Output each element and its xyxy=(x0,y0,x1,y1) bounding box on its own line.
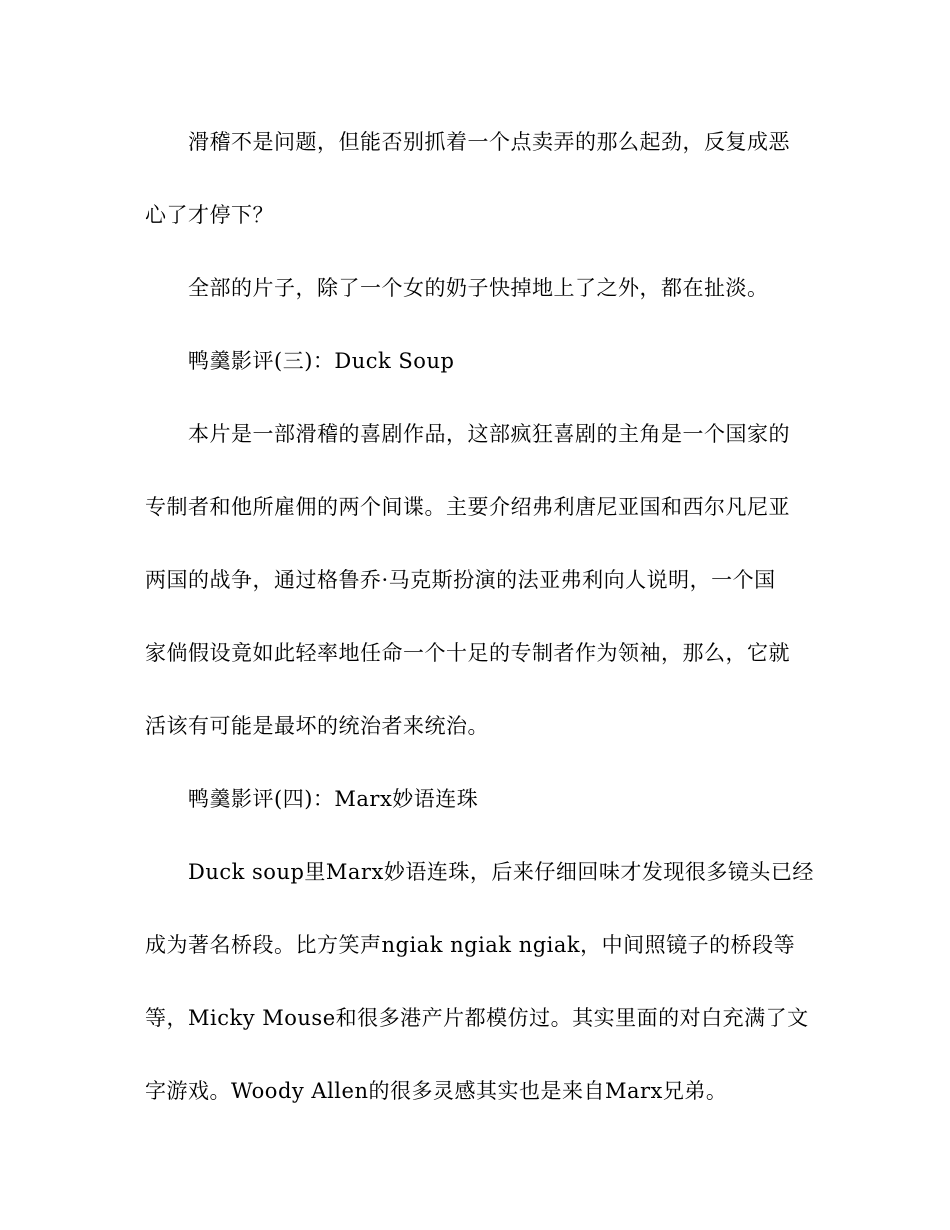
paragraph-2-line-1: 全部的片子，除了一个女的奶子快掉地上了之外，都在扯淡。 xyxy=(188,276,769,300)
paragraph-4-line-2: 成为著名桥段。比方笑声ngiak ngiak ngiak，中间照镜子的桥段等 xyxy=(145,933,796,957)
paragraph-3-line-5: 活该有可能是最坏的统治者来统治。 xyxy=(145,714,489,738)
paragraph-4-line-4: 字游戏。Woody Allen的很多灵感其实也是来自Marx兄弟。 xyxy=(145,1079,728,1103)
paragraph-3-line-1: 本片是一部滑稽的喜剧作品，这部疯狂喜剧的主角是一个国家的 xyxy=(188,422,790,446)
paragraph-4-line-1: Duck soup里Marx妙语连珠，后来仔细回味才发现很多镜头已经 xyxy=(188,860,814,884)
section-heading-3: 鸭羹影评(三)：Duck Soup xyxy=(188,349,455,373)
paragraph-1-line-2: 心了才停下？ xyxy=(145,203,274,227)
paragraph-1-line-1: 滑稽不是问题，但能否别抓着一个点卖弄的那么起劲，反复成恶 xyxy=(188,130,790,154)
paragraph-4-line-3: 等，Micky Mouse和很多港产片都模仿过。其实里面的对白充满了文 xyxy=(145,1006,809,1030)
paragraph-3-line-3: 两国的战争，通过格鲁乔·马克斯扮演的法亚弗利向人说明，一个国 xyxy=(145,568,776,592)
paragraph-3-line-2: 专制者和他所雇佣的两个间谍。主要介绍弗利唐尼亚国和西尔凡尼亚 xyxy=(145,495,790,519)
section-heading-4: 鸭羹影评(四)：Marx妙语连珠 xyxy=(188,787,479,811)
paragraph-3-line-4: 家倘假设竟如此轻率地任命一个十足的专制者作为领袖，那么，它就 xyxy=(145,641,790,665)
